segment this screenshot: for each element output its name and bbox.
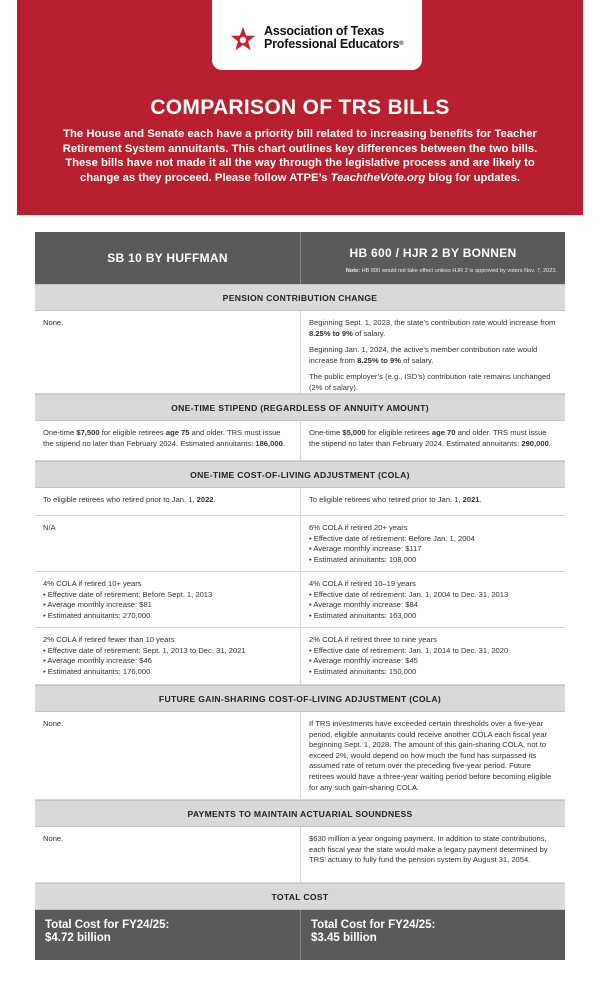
cell-right: $630 million a year ongoing payment. In addition to state contributions, each fiscal year the state would make a legacy payment determined by TRS’ actuary to fully fund the pension system by August 31, 2054.: [300, 827, 565, 882]
text: .: [548, 438, 551, 448]
org-name: [264, 25, 403, 51]
stipend-age: age 70: [431, 428, 456, 437]
line: 4% COLA if retired 10–19 years: [309, 579, 416, 588]
cell-left: None.: [43, 318, 64, 327]
text: and older. TRS must issue the stipend no later than February 2024. Estimated annuitants:: [43, 428, 281, 448]
pension-member-rate: [309, 345, 557, 366]
pension-state-rate: [309, 318, 557, 339]
line: • Estimated annuitants: 163,000: [309, 610, 417, 620]
stipend-amount: $7,500: [76, 428, 100, 437]
line: • Effective date of retirement: Sept. 1, 2013 to Dec. 31, 2021: [43, 645, 246, 655]
total-cost-right: [300, 910, 565, 960]
line: • Average monthly increase: $84: [309, 600, 418, 610]
text: Beginning Jan. 1, 2024, the active’s member contribution rate would increase from: [309, 345, 538, 365]
table-row: [35, 712, 565, 800]
total-cost-row: [35, 910, 565, 960]
section-heading-pension: PENSION CONTRIBUTION CHANGE: [35, 284, 565, 311]
cell-left: None.: [43, 719, 64, 728]
org-name-line1: Association of Texas: [264, 24, 385, 38]
line: 4% COLA if retired 10+ years: [43, 579, 142, 588]
page-title: COMPARISON OF TRS BILLS: [150, 96, 450, 119]
pension-employer-rate: The public employer’s (e.g., ISD’s) contribution rate remains unchanged (2% of salary).: [309, 372, 551, 392]
comparison-table: [35, 232, 565, 960]
text: One-time: [309, 428, 343, 437]
table-row: [35, 572, 565, 628]
text: of salary.: [401, 355, 434, 365]
line: • Effective date of retirement: Before Jan. 1, 2004: [309, 533, 475, 543]
table-row: [35, 827, 565, 883]
text: of salary.: [352, 328, 386, 338]
section-heading-gain-sharing: FUTURE GAIN-SHARING COST-OF-LIVING ADJUSTMENT (COLA): [35, 685, 565, 712]
registered-mark: ®: [399, 41, 404, 47]
text: To eligible retirees who retired prior to Jan. 1,: [43, 495, 197, 504]
cell-left: [35, 628, 300, 684]
intro-end: blog for updates.: [425, 171, 521, 184]
header-banner: [17, 0, 583, 215]
table-row: [35, 628, 565, 685]
text: Beginning Sept. 1, 2023, the state’s contribution rate would increase from: [309, 318, 556, 327]
intro-text: [55, 127, 545, 185]
org-name-line2: Professional Educators: [264, 37, 400, 51]
stipend-age: age 75: [165, 428, 190, 437]
column-title-right: HB 600 / HJR 2 BY BONNEN: [349, 246, 517, 260]
text: .: [479, 495, 482, 504]
section-heading-total: TOTAL COST: [35, 883, 565, 910]
section-heading-stipend: ONE-TIME STIPEND (REGARDLESS OF ANNUITY AMOUNT): [35, 394, 565, 421]
total-cost-value: $4.72 billion: [45, 932, 111, 944]
line: • Estimated annuitants: 150,000: [309, 666, 417, 676]
cell-right: If TRS investments have exceeded certain thresholds over a five-year period, eligible annuitants could receive another COLA each fiscal year beginning Sept. 1, 2028. The amount of this gain-sharing COLA, not to exceed 2%, would depend on how much the fund has surpassed its assumed rate of return over the preceding five-year period. Future retirees would have a three-year waiting period before becoming eligible for any such gain-sharing COLA.: [300, 712, 565, 799]
cell-right: [300, 311, 565, 393]
cell-right: [300, 488, 565, 515]
cell-left: [35, 421, 300, 460]
line: • Average monthly increase: $46: [43, 656, 152, 666]
cell-left: [35, 488, 300, 515]
cell-right: [300, 516, 565, 571]
cell-right: [300, 421, 565, 460]
cutoff-year: 2022: [196, 495, 214, 504]
star-logo-icon: [230, 26, 256, 52]
total-cost-left: [35, 910, 300, 960]
text: for eligible retirees: [365, 428, 432, 437]
text: .: [282, 438, 285, 448]
logo[interactable]: [212, 0, 422, 70]
stipend-amount: $5,000: [342, 428, 366, 437]
text: .: [213, 495, 216, 504]
line: • Effective date of retirement: Before Sept. 1, 2013: [43, 589, 213, 599]
cell-left: [35, 516, 300, 571]
total-cost-label: Total Cost for FY24/25:: [45, 919, 170, 931]
column-note: [346, 268, 557, 274]
annuitant-count: 186,000: [255, 438, 283, 448]
line: 2% COLA if retired fewer than 10 years: [43, 635, 175, 644]
line: • Effective date of retirement: Jan. 1, 2014 to Dec. 31, 2020: [309, 645, 509, 655]
annuitant-count: 290,000: [521, 438, 549, 448]
intro-main: The House and Senate each have a priority bill related to increasing benefits for Teacher Retirement System annuitants. This chart outlines key differences between the two bills. These bills have not made it all the way through the legislative process and are likely to change as they proceed. Please follow ATPE’s: [62, 128, 538, 184]
cell-right: [300, 572, 565, 627]
table-row: [35, 516, 565, 572]
line: 2% COLA if retired three to nine years: [309, 635, 437, 644]
table-row: [35, 488, 565, 516]
cutoff-year: 2021: [462, 495, 480, 504]
section-heading-soundness: PAYMENTS TO MAINTAIN ACTUARIAL SOUNDNESS: [35, 800, 565, 827]
line: 6% COLA if retired 20+ years: [309, 523, 408, 532]
total-cost-label: Total Cost for FY24/25:: [311, 919, 436, 931]
note-label: Note:: [345, 268, 361, 274]
note-text: HB 600 would not take effect unless HJR 2 is approved by voters Nov. 7, 2023.: [360, 268, 557, 274]
line: • Average monthly increase: $81: [43, 600, 152, 610]
column-header-sb10: [35, 232, 300, 284]
text: To eligible retirees who retired prior to Jan. 1,: [309, 495, 463, 504]
text: for eligible retirees: [99, 428, 166, 437]
blog-link[interactable]: TeachtheVote.org: [330, 171, 426, 184]
section-heading-cola: ONE-TIME COST-OF-LIVING ADJUSTMENT (COLA): [35, 461, 565, 488]
column-title-left: SB 10 BY HUFFMAN: [107, 251, 228, 265]
text: One-time: [43, 428, 77, 437]
line: • Average monthly increase: $45: [309, 656, 418, 666]
column-header-hb600: [300, 232, 565, 284]
line: N/A: [43, 523, 56, 532]
rate-value: 8.25% to 9%: [357, 355, 402, 365]
line: • Average monthly increase: $117: [309, 544, 422, 554]
cell-left: None.: [43, 834, 64, 843]
column-headers: [35, 232, 565, 284]
line: • Estimated annuitants: 270,000: [43, 610, 151, 620]
text: and older. TRS must issue the stipend no later than February 2024. Estimated annuitants:: [309, 428, 547, 448]
rate-value: 8.25% to 9%: [309, 328, 353, 338]
line: • Effective date of retirement: Jan. 1, 2004 to Dec. 31, 2013: [309, 589, 509, 599]
table-row: [35, 311, 565, 394]
line: • Estimated annuitants: 108,000: [309, 554, 417, 564]
cell-left: [35, 572, 300, 627]
line: • Estimated annuitants: 176,000: [43, 666, 151, 676]
total-cost-value: $3.45 billion: [311, 932, 377, 944]
cell-right: [300, 628, 565, 684]
table-row: [35, 421, 565, 461]
